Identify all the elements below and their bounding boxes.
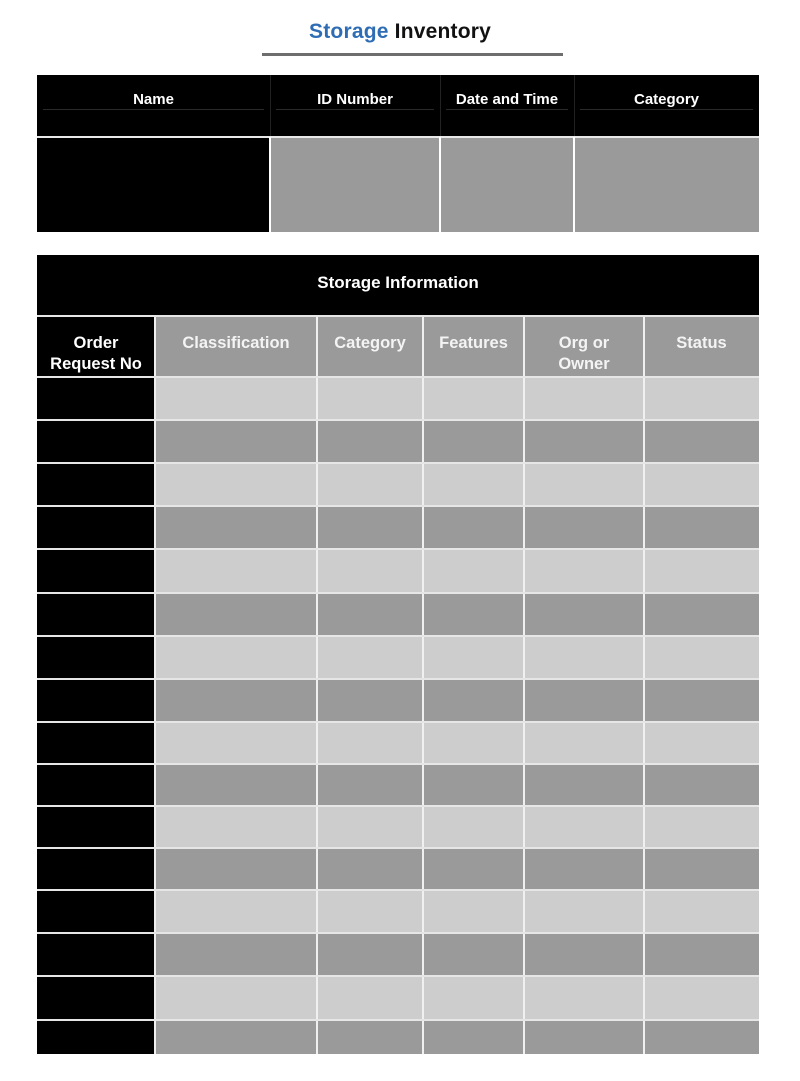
cell-classification[interactable] bbox=[155, 377, 317, 420]
divider bbox=[37, 721, 759, 723]
cell-classification[interactable] bbox=[155, 848, 317, 890]
divider bbox=[37, 889, 759, 891]
cell-status[interactable] bbox=[644, 1020, 759, 1054]
cell-category[interactable] bbox=[317, 593, 423, 636]
table-row bbox=[37, 764, 759, 806]
cell-status[interactable] bbox=[644, 976, 759, 1020]
info-header-id-label: ID Number bbox=[276, 87, 434, 110]
divider bbox=[37, 315, 759, 317]
cell-status[interactable] bbox=[644, 679, 759, 722]
cell-org-or-owner[interactable] bbox=[524, 764, 644, 806]
divider bbox=[37, 1019, 759, 1021]
cell-order-request-no[interactable] bbox=[37, 679, 155, 722]
cell-org-or-owner[interactable] bbox=[524, 976, 644, 1020]
cell-category[interactable] bbox=[317, 463, 423, 506]
cell-order-request-no[interactable] bbox=[37, 636, 155, 679]
divider bbox=[37, 505, 759, 507]
cell-order-request-no[interactable] bbox=[37, 806, 155, 848]
cell-features[interactable] bbox=[423, 722, 524, 764]
cell-classification[interactable] bbox=[155, 933, 317, 976]
cell-features[interactable] bbox=[423, 976, 524, 1020]
cell-classification[interactable] bbox=[155, 890, 317, 933]
column-header-label: Order bbox=[73, 334, 119, 352]
cell-order-request-no[interactable] bbox=[37, 848, 155, 890]
cell-features[interactable] bbox=[423, 1020, 524, 1054]
cell-classification[interactable] bbox=[155, 420, 317, 463]
info-header-id bbox=[270, 75, 440, 137]
category-field[interactable] bbox=[574, 137, 759, 232]
info-table bbox=[37, 75, 759, 232]
table-row bbox=[37, 890, 759, 933]
cell-status[interactable] bbox=[644, 593, 759, 636]
column-header-classification bbox=[155, 316, 317, 377]
page-title bbox=[0, 20, 800, 44]
cell-category[interactable] bbox=[317, 377, 423, 420]
divider bbox=[573, 137, 575, 232]
divider bbox=[643, 316, 645, 1054]
cell-classification[interactable] bbox=[155, 636, 317, 679]
cell-status[interactable] bbox=[644, 506, 759, 549]
column-header-status bbox=[644, 316, 759, 377]
divider bbox=[422, 316, 424, 1054]
cell-order-request-no[interactable] bbox=[37, 463, 155, 506]
divider bbox=[37, 763, 759, 765]
cell-features[interactable] bbox=[423, 506, 524, 549]
table-row bbox=[37, 636, 759, 679]
cell-status[interactable] bbox=[644, 636, 759, 679]
cell-classification[interactable] bbox=[155, 463, 317, 506]
divider bbox=[270, 75, 271, 137]
table-row bbox=[37, 933, 759, 976]
cell-order-request-no[interactable] bbox=[37, 377, 155, 420]
cell-category[interactable] bbox=[317, 420, 423, 463]
column-header-label: Category bbox=[334, 334, 406, 352]
cell-features[interactable] bbox=[423, 933, 524, 976]
cell-features[interactable] bbox=[423, 377, 524, 420]
cell-features[interactable] bbox=[423, 549, 524, 593]
cell-classification[interactable] bbox=[155, 1020, 317, 1054]
storage-information-table bbox=[37, 255, 759, 1054]
divider bbox=[440, 75, 441, 137]
cell-org-or-owner[interactable] bbox=[524, 593, 644, 636]
id-number-field[interactable] bbox=[270, 137, 440, 232]
cell-classification[interactable] bbox=[155, 549, 317, 593]
info-header-category bbox=[574, 75, 759, 137]
info-header-datetime-label: Date and Time bbox=[446, 87, 568, 110]
column-header-label: Status bbox=[676, 334, 727, 352]
cell-org-or-owner[interactable] bbox=[524, 890, 644, 933]
cell-status[interactable] bbox=[644, 806, 759, 848]
cell-features[interactable] bbox=[423, 463, 524, 506]
cell-features[interactable] bbox=[423, 764, 524, 806]
divider bbox=[37, 419, 759, 421]
table-row bbox=[37, 506, 759, 549]
divider bbox=[37, 635, 759, 637]
cell-org-or-owner[interactable] bbox=[524, 463, 644, 506]
cell-order-request-no[interactable] bbox=[37, 506, 155, 549]
cell-status[interactable] bbox=[644, 722, 759, 764]
cell-org-or-owner[interactable] bbox=[524, 679, 644, 722]
info-header-name bbox=[37, 75, 270, 137]
table-row bbox=[37, 679, 759, 722]
cell-category[interactable] bbox=[317, 976, 423, 1020]
cell-classification[interactable] bbox=[155, 679, 317, 722]
storage-information-banner: Storage Information bbox=[37, 255, 759, 316]
divider bbox=[37, 975, 759, 977]
info-header-datetime bbox=[440, 75, 574, 137]
divider bbox=[37, 136, 759, 138]
cell-order-request-no[interactable] bbox=[37, 764, 155, 806]
info-header-name-label: Name bbox=[43, 87, 264, 110]
divider bbox=[154, 316, 156, 1054]
table-row bbox=[37, 593, 759, 636]
cell-classification[interactable] bbox=[155, 764, 317, 806]
column-header-category bbox=[317, 316, 423, 377]
page-title-rest: Inventory bbox=[394, 20, 491, 43]
table-row bbox=[37, 976, 759, 1020]
cell-category[interactable] bbox=[317, 506, 423, 549]
cell-status[interactable] bbox=[644, 377, 759, 420]
cell-category[interactable] bbox=[317, 890, 423, 933]
cell-category[interactable] bbox=[317, 636, 423, 679]
divider bbox=[37, 847, 759, 849]
cell-status[interactable] bbox=[644, 764, 759, 806]
cell-classification[interactable] bbox=[155, 806, 317, 848]
table-row bbox=[37, 463, 759, 506]
cell-order-request-no[interactable] bbox=[37, 593, 155, 636]
column-header-label: Request No bbox=[50, 355, 142, 373]
cell-classification[interactable] bbox=[155, 722, 317, 764]
cell-org-or-owner[interactable] bbox=[524, 1020, 644, 1054]
cell-order-request-no[interactable] bbox=[37, 1020, 155, 1054]
divider bbox=[37, 376, 759, 378]
divider bbox=[37, 932, 759, 934]
column-header-org-or-owner bbox=[524, 316, 644, 377]
cell-order-request-no[interactable] bbox=[37, 933, 155, 976]
cell-org-or-owner[interactable] bbox=[524, 933, 644, 976]
column-header-order-request-no bbox=[37, 316, 155, 377]
cell-org-or-owner[interactable] bbox=[524, 848, 644, 890]
page-title-accent: Storage bbox=[309, 20, 389, 43]
cell-features[interactable] bbox=[423, 420, 524, 463]
table-row bbox=[37, 848, 759, 890]
divider bbox=[37, 592, 759, 594]
table-row bbox=[37, 806, 759, 848]
title-underline bbox=[262, 53, 563, 56]
cell-category[interactable] bbox=[317, 848, 423, 890]
cell-order-request-no[interactable] bbox=[37, 722, 155, 764]
table-row bbox=[37, 420, 759, 463]
cell-status[interactable] bbox=[644, 549, 759, 593]
table-row bbox=[37, 549, 759, 593]
column-header-features bbox=[423, 316, 524, 377]
divider bbox=[523, 316, 525, 1054]
cell-order-request-no[interactable] bbox=[37, 890, 155, 933]
info-header-category-label: Category bbox=[580, 87, 753, 110]
divider bbox=[574, 75, 575, 137]
date-time-field[interactable] bbox=[440, 137, 574, 232]
name-field[interactable] bbox=[37, 137, 270, 232]
cell-org-or-owner[interactable] bbox=[524, 549, 644, 593]
column-header-label: Owner bbox=[558, 355, 610, 373]
cell-org-or-owner[interactable] bbox=[524, 377, 644, 420]
column-header-label: Org or bbox=[558, 334, 610, 352]
divider bbox=[316, 316, 318, 1054]
cell-order-request-no[interactable] bbox=[37, 976, 155, 1020]
cell-status[interactable] bbox=[644, 463, 759, 506]
cell-category[interactable] bbox=[317, 679, 423, 722]
cell-features[interactable] bbox=[423, 679, 524, 722]
cell-category[interactable] bbox=[317, 1020, 423, 1054]
table-row bbox=[37, 722, 759, 764]
cell-features[interactable] bbox=[423, 806, 524, 848]
cell-status[interactable] bbox=[644, 890, 759, 933]
cell-category[interactable] bbox=[317, 722, 423, 764]
cell-classification[interactable] bbox=[155, 976, 317, 1020]
cell-features[interactable] bbox=[423, 848, 524, 890]
cell-category[interactable] bbox=[317, 549, 423, 593]
divider bbox=[37, 678, 759, 680]
cell-order-request-no[interactable] bbox=[37, 549, 155, 593]
divider bbox=[37, 548, 759, 550]
cell-org-or-owner[interactable] bbox=[524, 506, 644, 549]
cell-status[interactable] bbox=[644, 420, 759, 463]
cell-classification[interactable] bbox=[155, 593, 317, 636]
cell-category[interactable] bbox=[317, 764, 423, 806]
cell-org-or-owner[interactable] bbox=[524, 636, 644, 679]
cell-features[interactable] bbox=[423, 593, 524, 636]
cell-features[interactable] bbox=[423, 890, 524, 933]
cell-features[interactable] bbox=[423, 636, 524, 679]
divider bbox=[37, 462, 759, 464]
column-header-label: Features bbox=[439, 334, 508, 352]
divider bbox=[439, 137, 441, 232]
cell-status[interactable] bbox=[644, 933, 759, 976]
cell-org-or-owner[interactable] bbox=[524, 420, 644, 463]
table-row bbox=[37, 377, 759, 420]
column-header-label: Classification bbox=[182, 334, 290, 352]
divider bbox=[37, 805, 759, 807]
cell-status[interactable] bbox=[644, 848, 759, 890]
cell-category[interactable] bbox=[317, 806, 423, 848]
cell-org-or-owner[interactable] bbox=[524, 806, 644, 848]
cell-category[interactable] bbox=[317, 933, 423, 976]
table-row bbox=[37, 1020, 759, 1054]
cell-classification[interactable] bbox=[155, 506, 317, 549]
cell-order-request-no[interactable] bbox=[37, 420, 155, 463]
cell-org-or-owner[interactable] bbox=[524, 722, 644, 764]
divider bbox=[269, 137, 271, 232]
